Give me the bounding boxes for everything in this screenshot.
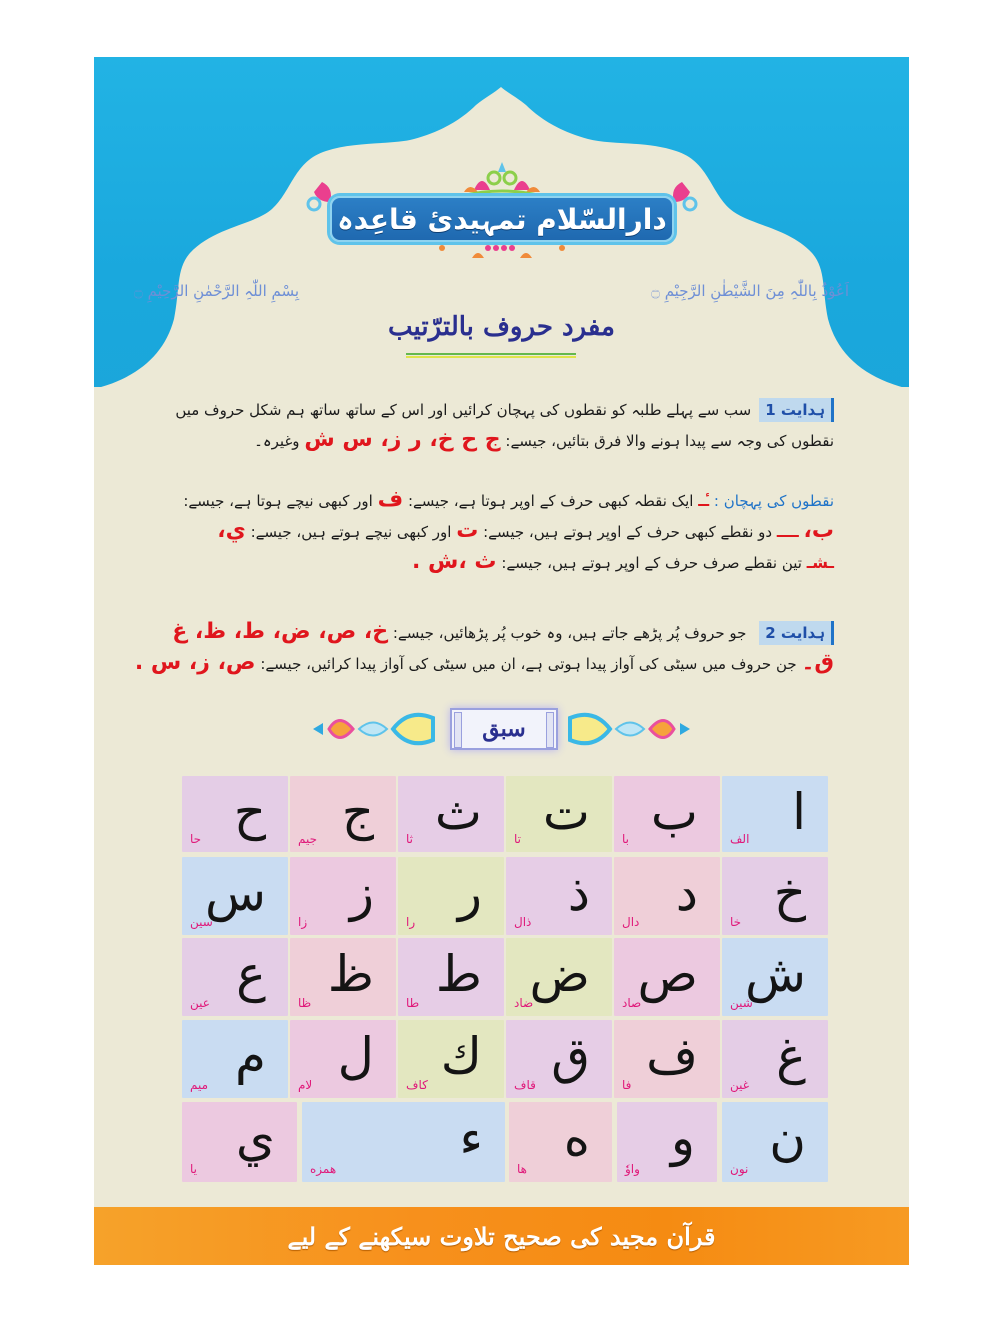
letter-glyph: ل	[337, 1027, 374, 1085]
letter-glyph: ض	[529, 945, 590, 1003]
letter-name: را	[406, 915, 416, 929]
letter-glyph: و	[670, 1109, 695, 1167]
letter-name: شین	[730, 996, 753, 1010]
heading-underline	[406, 353, 576, 358]
letter-name: جیم	[298, 832, 318, 846]
letter-name: فا	[622, 1078, 632, 1092]
letter-glyph: د	[675, 864, 698, 922]
letter-cell	[182, 938, 288, 1016]
letter-name: ظا	[298, 996, 312, 1010]
letter-cell	[506, 776, 612, 852]
one-dot-mark: ـٔـ	[698, 491, 710, 510]
lesson-label-box	[450, 708, 558, 750]
footer-text: قرآن مجید کی صحیح تلاوت سیکھنے کے لیے	[287, 1221, 716, 1251]
letter-name: عین	[190, 996, 210, 1010]
letter-glyph: ث	[434, 783, 482, 841]
arabesque-right-icon	[564, 708, 694, 750]
letter-cell	[506, 938, 612, 1016]
footer-banner	[94, 1207, 909, 1265]
letter-name: غین	[730, 1078, 750, 1092]
dots-example-2a: ب،	[803, 518, 834, 543]
letter-cell	[614, 776, 720, 852]
dots-text-2: دو نقطے کبھی حرف کے اوپر ہوتے ہیں، جیسے:	[483, 523, 773, 541]
instruction-2-text: جو حروف پُر پڑھے جاتے ہیں، وہ خوب پُر پڑھائیں، جیسے:	[392, 624, 747, 642]
instruction-2-text-2: جن حروف میں سیٹی کی آواز پیدا ہوتی ہے، ان میں سیٹی کی آواز پیدا کرائیں، جیسے:	[260, 655, 797, 673]
letter-cell	[722, 776, 828, 852]
heading-text: مفرد حروف بالترّتیب	[388, 312, 615, 342]
letter-cell	[182, 776, 288, 852]
letter-glyph: م	[235, 1027, 266, 1085]
letter-cell	[302, 1102, 505, 1182]
three-dot-mark: ـشـ	[806, 553, 834, 572]
letter-glyph: ر	[457, 864, 482, 922]
dots-example-3: ث ،ش .	[412, 549, 497, 574]
letter-cell	[722, 857, 828, 935]
instruction-1-line-1	[174, 395, 834, 425]
letter-cell	[290, 938, 396, 1016]
dots-suffix-2: اور کبھی نیچے ہوتے ہیں، جیسے:	[250, 523, 452, 541]
instruction-2-examples: خ، ص، ض، ط، ظ، غ	[172, 619, 389, 644]
letter-glyph: ء	[459, 1109, 483, 1167]
letter-name: تا	[514, 832, 521, 846]
letter-name: میم	[190, 1078, 209, 1092]
letter-cell	[506, 1020, 612, 1098]
letter-glyph: ج	[341, 783, 374, 841]
letter-glyph: ح	[233, 783, 266, 841]
instruction-1-text: سب سے پہلے طلبہ کو نقطوں کی پہچان کرائیں اور اس کے ساتھ ساتھ ہم شکل حروف میں	[175, 401, 752, 419]
letter-name: همزه	[310, 1162, 337, 1176]
letter-glyph: ن	[769, 1109, 806, 1167]
instruction-1-line-2	[174, 425, 834, 456]
dots-line-1	[174, 485, 834, 516]
letter-cell	[290, 1020, 396, 1098]
instruction-1-tag: ہدایت 1	[759, 398, 834, 422]
letter-cell	[182, 1020, 288, 1098]
taawwuz-text: اَعُوْذُ بِاللّٰہِ مِنَ الشَّیْطٰنِ الرَّجِیْمِ ۝	[651, 282, 849, 300]
letter-name: واوٗ	[625, 1162, 640, 1176]
letter-glyph: س	[204, 864, 266, 922]
instruction-2-examples-2: ص، ز، س .	[134, 650, 256, 675]
instruction-2	[134, 617, 834, 679]
letter-glyph: ف	[646, 1027, 698, 1085]
letter-glyph: ص	[637, 945, 698, 1003]
floral-ornament-icon	[452, 160, 552, 198]
letter-cell	[182, 857, 288, 935]
letter-name: الف	[730, 832, 750, 846]
letter-cell	[398, 1020, 504, 1098]
letter-name: ضاد	[514, 996, 534, 1010]
letter-name: ثا	[406, 832, 413, 846]
letter-name: حا	[190, 832, 202, 846]
letter-name: كاف	[406, 1078, 428, 1092]
letter-glyph: ش	[744, 945, 806, 1003]
letter-glyph: ط	[435, 945, 482, 1003]
letter-glyph: ي	[235, 1109, 275, 1167]
letter-cell	[398, 776, 504, 852]
letter-cell	[506, 857, 612, 935]
letter-cell	[290, 776, 396, 852]
letter-cell	[617, 1102, 717, 1182]
instruction-1-examples: ج ح خ، ر ز، س ش	[304, 427, 501, 452]
bottom-ornament-icon	[432, 244, 572, 260]
title-box	[330, 196, 674, 242]
letter-name: طا	[406, 996, 420, 1010]
instruction-2-line-2	[134, 648, 834, 679]
letter-name: يا	[190, 1162, 197, 1176]
letter-name: با	[622, 832, 629, 846]
letter-name: ذال	[514, 915, 532, 929]
letter-name: سین	[190, 915, 213, 929]
dots-line-2	[174, 516, 834, 547]
letter-name: قاف	[514, 1078, 536, 1092]
letter-glyph: ذ	[567, 864, 590, 922]
dots-suffix-1: اور کبھی نیچے ہوتا ہے، جیسے:	[183, 492, 373, 510]
letter-glyph: ق	[551, 1027, 590, 1085]
section-heading	[94, 312, 909, 342]
dots-example-2c: ي،	[217, 518, 246, 543]
letter-glyph: ا	[792, 783, 806, 841]
dots-text-3: تین نقطے صرف حرف کے اوپر ہوتے ہیں، جیسے:	[501, 554, 802, 572]
dots-label: نقطوں کی پہچان :	[713, 492, 834, 510]
letter-name: نون	[730, 1162, 749, 1176]
letter-glyph: ع	[236, 945, 266, 1003]
instruction-2-line-1	[174, 617, 834, 648]
bismillah-text: بِسْمِ اللّٰہِ الرَّحْمٰنِ الرَّحِیْمِ ۝	[134, 282, 300, 300]
qaida-page	[94, 57, 909, 1265]
letter-cell	[290, 857, 396, 935]
instruction-2-start: ق۔	[801, 650, 834, 675]
dots-text-1: ایک نقطہ کبھی حرف کے اوپر ہوتا ہے، جیسے:	[407, 492, 694, 510]
letter-glyph: ز	[349, 864, 374, 922]
letter-glyph: غ	[776, 1027, 806, 1085]
title-banner	[312, 182, 692, 254]
letter-cell	[398, 857, 504, 935]
letter-name: صاد	[622, 996, 642, 1010]
letter-glyph: ه	[563, 1109, 590, 1167]
letter-glyph: ب	[650, 783, 698, 841]
letter-name: ها	[517, 1162, 527, 1176]
letter-cell	[614, 938, 720, 1016]
two-dot-mark: ــــ	[776, 522, 799, 541]
letter-glyph: ظ	[327, 945, 374, 1003]
book-title: دارالسّلام تمہیدیٔ قاعِدہ	[337, 202, 667, 236]
letter-cell	[182, 1102, 297, 1182]
dots-line-3	[174, 547, 834, 578]
instruction-2-tag: ہدایت 2	[759, 621, 834, 645]
letter-cell	[722, 1020, 828, 1098]
letter-cell	[722, 938, 828, 1016]
letter-cell	[509, 1102, 612, 1182]
letter-cell	[614, 857, 720, 935]
letter-cell	[398, 938, 504, 1016]
lesson-banner	[309, 702, 694, 756]
letter-name: لام	[298, 1078, 313, 1092]
letter-name: خا	[730, 915, 742, 929]
arabesque-left-icon	[309, 708, 439, 750]
letter-glyph: ك	[440, 1027, 482, 1085]
instruction-1	[174, 395, 834, 456]
instruction-1-text-2: نقطوں کی وجہ سے پیدا ہونے والا فرق بتائیں، جیسے:	[505, 432, 834, 450]
letter-name: دال	[622, 915, 640, 929]
letter-name: زا	[298, 915, 308, 929]
dots-example-2b: ت	[456, 518, 479, 543]
letter-cell	[614, 1020, 720, 1098]
dots-example-1: ف	[377, 487, 404, 512]
letter-cell	[722, 1102, 828, 1182]
letter-glyph: خ	[773, 864, 806, 922]
lesson-label: سبق	[482, 716, 526, 742]
letter-glyph: ت	[542, 783, 590, 841]
instruction-1-suffix: وغیرہ۔	[254, 432, 300, 450]
dots-section	[174, 485, 834, 578]
